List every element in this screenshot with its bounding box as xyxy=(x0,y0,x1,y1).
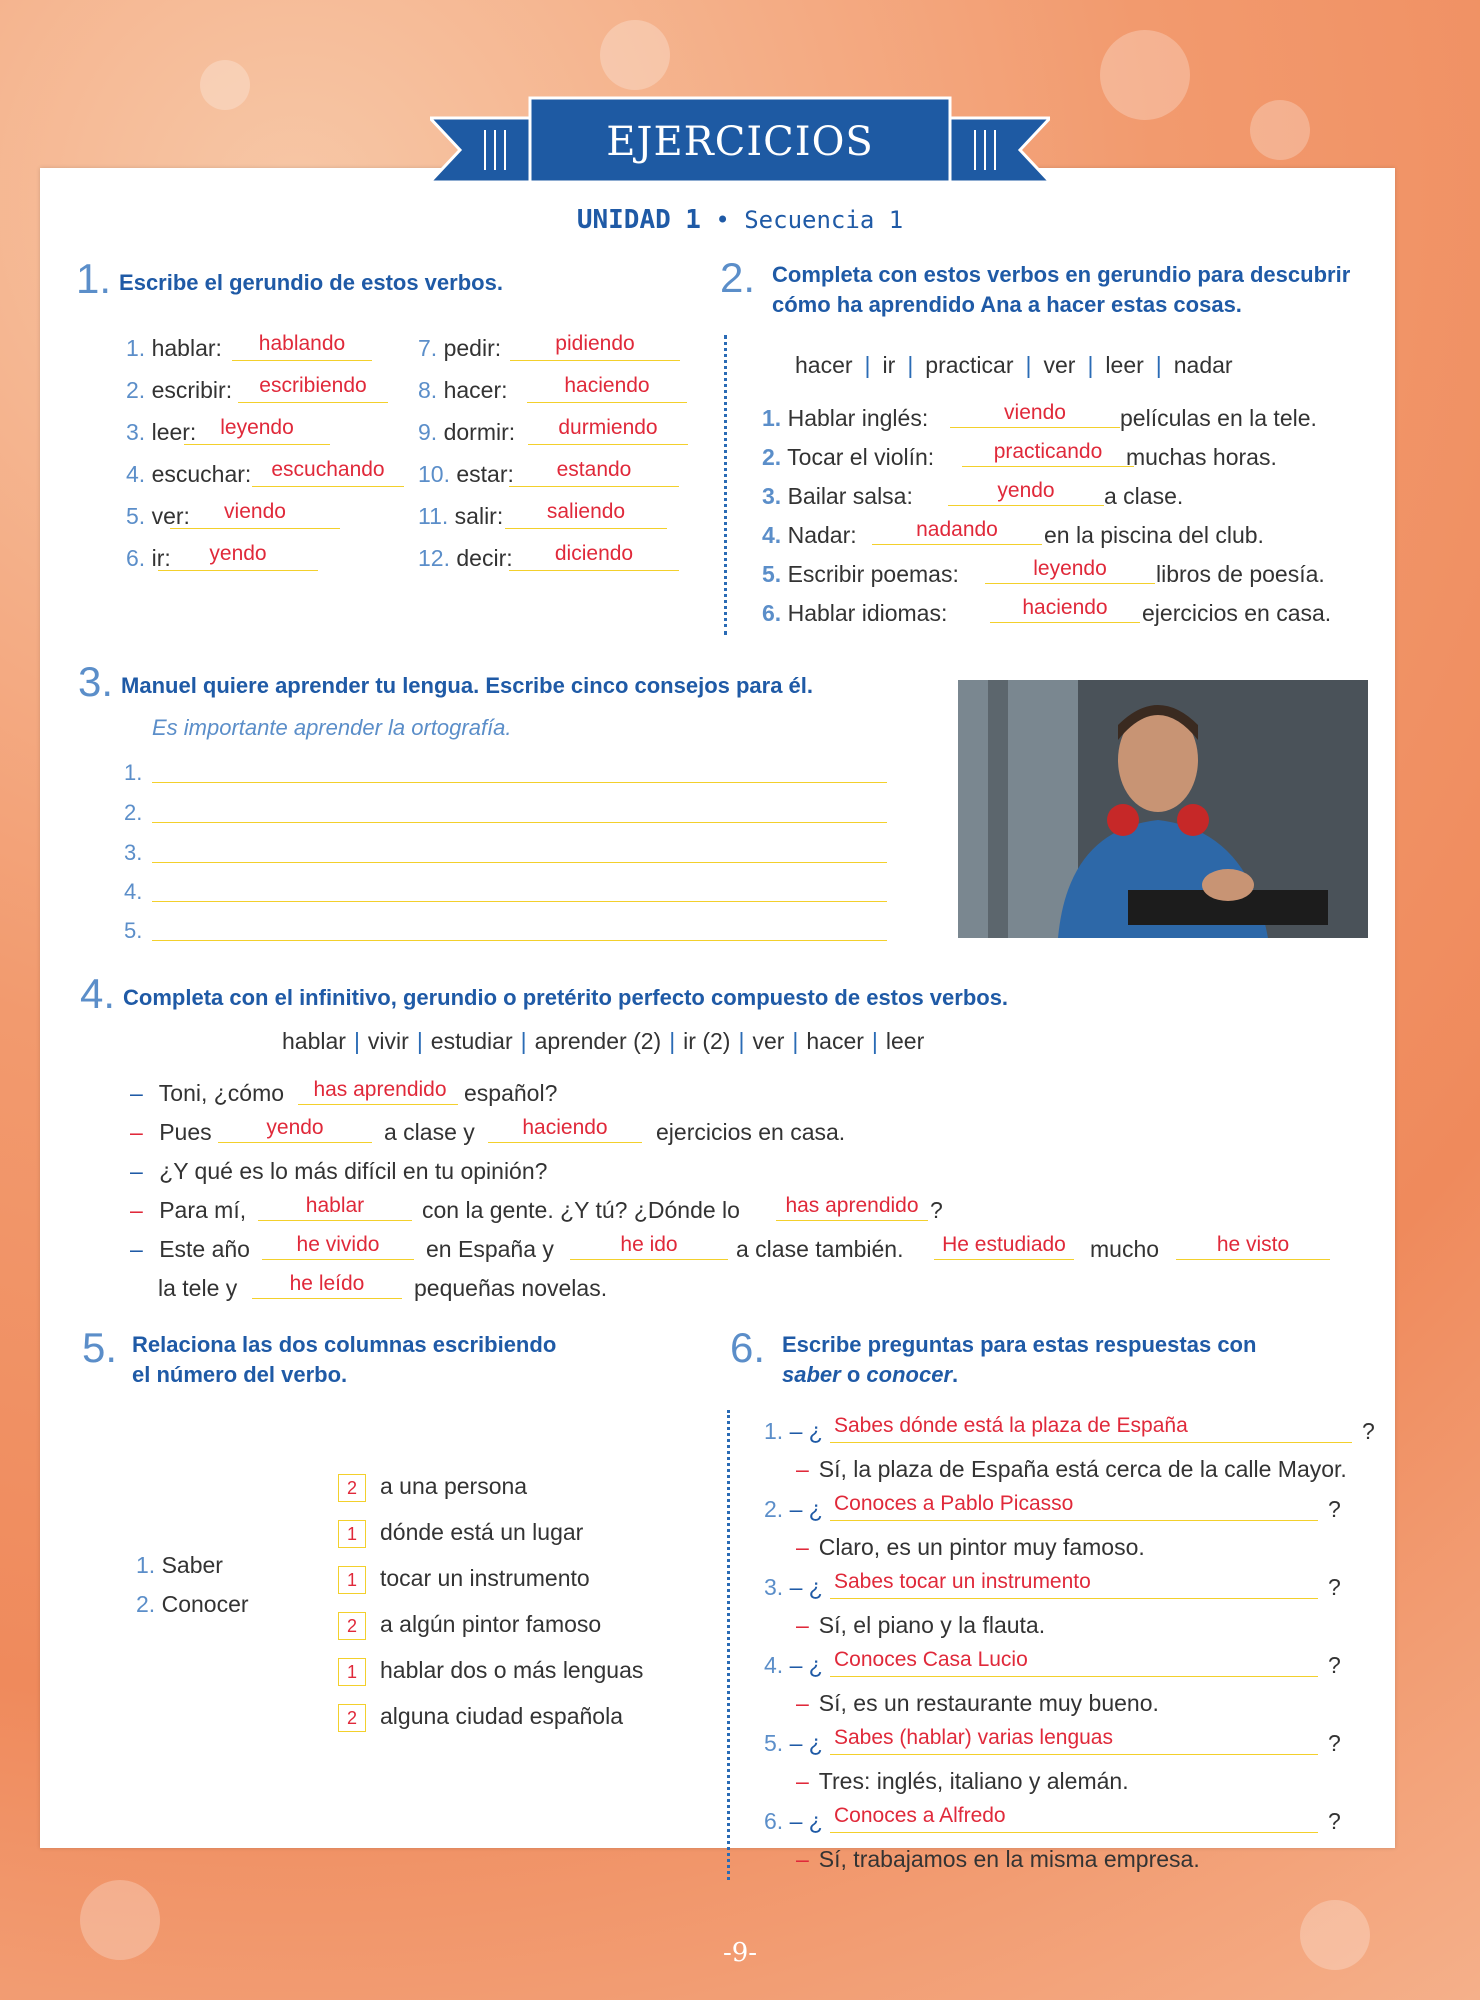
phrase: hablar dos o más lenguas xyxy=(380,1657,644,1683)
separator: | xyxy=(353,1028,360,1054)
phrase: dónde está un lugar xyxy=(380,1519,584,1545)
answer-line xyxy=(170,528,340,529)
answer: he leído xyxy=(289,1272,365,1295)
exercise-6-heading xyxy=(730,1324,1410,1390)
sequence-label: Secuencia 1 xyxy=(744,206,904,234)
item-number: 5. xyxy=(126,503,146,529)
item-number: 10. xyxy=(418,461,450,487)
sentence-end: películas en la tele. xyxy=(1120,405,1317,431)
response-text: Sí, es un restaurante muy bueno. xyxy=(818,1690,1159,1716)
writing-line[interactable] xyxy=(152,940,887,941)
answer-box[interactable]: 1 xyxy=(338,1520,366,1548)
bank-word: vivir xyxy=(367,1028,409,1054)
answer: practicando xyxy=(993,440,1103,463)
item-number: 3. xyxy=(762,483,782,509)
question-item xyxy=(764,1574,823,1601)
item-number: 1. xyxy=(136,1552,156,1578)
answer-line xyxy=(830,1676,1318,1677)
writing-line[interactable] xyxy=(152,862,887,863)
item-number: 4. xyxy=(126,461,146,487)
question-close: ? xyxy=(1328,1652,1341,1678)
writing-line[interactable] xyxy=(152,782,887,783)
answer-line xyxy=(830,1832,1318,1833)
item-number: 2. xyxy=(764,1496,784,1522)
background-dot xyxy=(80,1880,160,1960)
gerund-item xyxy=(126,419,196,446)
exercise-number: 3. xyxy=(78,658,114,705)
answer-line xyxy=(232,360,372,361)
dialogue-line-2: – Pues xyxy=(130,1119,212,1145)
exercise-title-line: Relaciona las dos columnas escribiendo xyxy=(132,1332,557,1357)
item-number: 5. xyxy=(764,1730,784,1756)
answer-line xyxy=(509,570,679,571)
verb-label: Saber xyxy=(161,1552,223,1578)
unit-heading xyxy=(0,205,1480,235)
dash: – xyxy=(796,1456,809,1482)
background-dot xyxy=(1250,100,1310,160)
line-number: 4. xyxy=(124,879,143,904)
word-bank xyxy=(282,1028,924,1055)
exercise-title: Completa con el infinitivo, gerundio o pretérito perfecto compuesto de estos verbos. xyxy=(123,985,1009,1010)
response-text: Tres: inglés, italiano y alemán. xyxy=(818,1768,1129,1794)
verb-label: escuchar: xyxy=(151,461,252,487)
sentence-item xyxy=(762,444,934,471)
answer: hablando xyxy=(258,332,346,355)
gerund-item xyxy=(126,461,251,488)
answer: viendo xyxy=(1004,401,1066,424)
answer: pidiendo xyxy=(555,332,635,355)
exercise-number: 5. xyxy=(82,1324,118,1371)
answer: diciendo xyxy=(554,542,634,565)
verb-label: hacer: xyxy=(443,377,508,403)
banner-title: EJERCICIOS xyxy=(606,119,874,165)
unit-label: UNIDAD xyxy=(576,205,671,235)
answer-box[interactable]: 2 xyxy=(338,1704,366,1732)
background-dot xyxy=(600,20,670,90)
answer-line xyxy=(830,1442,1352,1443)
verb-label: ir: xyxy=(151,545,171,571)
answer: saliendo xyxy=(546,500,626,523)
dash: – xyxy=(796,1534,809,1560)
dialogue-line-3: – ¿Y qué es lo más difícil en tu opinión? xyxy=(130,1158,548,1184)
page-number: -9- xyxy=(722,1938,758,1968)
answer-line xyxy=(252,486,404,487)
item-number: 3. xyxy=(126,419,146,445)
bank-word: leer xyxy=(885,1028,925,1054)
phrase: tocar un instrumento xyxy=(380,1565,590,1591)
answer-line xyxy=(505,528,667,529)
separator: | xyxy=(907,352,914,378)
dash: – xyxy=(796,1768,809,1794)
response xyxy=(796,1690,1159,1717)
gerund-item xyxy=(418,377,508,404)
answer-line xyxy=(948,505,1104,506)
response xyxy=(796,1534,1145,1561)
question-open: – ¿ xyxy=(789,1574,823,1600)
question-close: ? xyxy=(1328,1808,1341,1834)
item-number: 12. xyxy=(418,545,450,571)
verb-label: hablar: xyxy=(151,335,222,361)
line-number: 5. xyxy=(124,918,143,943)
verb-label: decir: xyxy=(456,545,513,571)
answer-line xyxy=(158,570,318,571)
gerund-item xyxy=(126,335,222,362)
answer: leyendo xyxy=(220,416,294,439)
match-item xyxy=(338,1703,623,1732)
answer: durmiendo xyxy=(558,416,658,439)
separator: | xyxy=(1087,352,1094,378)
verb-label: ver: xyxy=(151,503,190,529)
dialogue-line-5: – Este año xyxy=(130,1236,250,1262)
answer-line xyxy=(962,466,1134,467)
sentence-end: ejercicios en casa. xyxy=(1142,600,1332,626)
exercise-title: Escribe el gerundio de estos verbos. xyxy=(119,270,503,295)
question-close: ? xyxy=(1328,1496,1341,1522)
response xyxy=(796,1768,1129,1795)
sentence-start: Tocar el violín: xyxy=(787,444,935,470)
answer: yendo xyxy=(997,479,1055,502)
line-number: 1. xyxy=(124,760,143,785)
question-open: – ¿ xyxy=(789,1652,823,1678)
title-banner xyxy=(430,90,1050,200)
answer: yendo xyxy=(266,1116,324,1139)
question-item xyxy=(764,1496,823,1523)
background-dot xyxy=(1300,1900,1370,1970)
sentence-start: Nadar: xyxy=(787,522,857,548)
bank-word: ver xyxy=(752,1028,785,1054)
exercise-title: Manuel quiere aprender tu lengua. Escribe cinco consejos para él. xyxy=(121,673,814,698)
item-number: 7. xyxy=(418,335,438,361)
bank-word: ver xyxy=(1043,352,1076,378)
bank-word: ir xyxy=(882,352,896,378)
item-number: 4. xyxy=(762,522,782,548)
answer: Sabes tocar un instrumento xyxy=(834,1570,1091,1593)
column-divider xyxy=(727,1410,730,1880)
exercise-number: 2. xyxy=(720,254,756,301)
question-item xyxy=(764,1652,823,1679)
separator: | xyxy=(1155,352,1162,378)
column-divider xyxy=(724,335,727,635)
exercise-title-line: Escribe preguntas para estas respuestas con xyxy=(782,1332,1257,1357)
response xyxy=(796,1456,1347,1483)
item-number: 1. xyxy=(764,1418,784,1444)
answer: he ido xyxy=(620,1233,678,1256)
dialogue-text: español? xyxy=(464,1080,558,1106)
writing-line[interactable] xyxy=(152,822,887,823)
answer: Conoces a Pablo Picasso xyxy=(834,1492,1074,1515)
line-number: 3. xyxy=(124,840,143,865)
answer: haciendo xyxy=(564,374,650,397)
exercise-1-heading xyxy=(76,255,503,303)
answer-box[interactable]: 2 xyxy=(338,1474,366,1502)
verb-label: escribir: xyxy=(151,377,233,403)
question-open: – ¿ xyxy=(789,1496,823,1522)
word-bank xyxy=(795,352,1233,379)
match-item xyxy=(338,1611,601,1640)
answer: nadando xyxy=(916,518,998,541)
item-number: 6. xyxy=(764,1808,784,1834)
exercise-2-heading xyxy=(720,254,1410,320)
answer: escribiendo xyxy=(259,374,367,397)
man-studying-image xyxy=(958,680,1368,938)
sentence-end: a clase. xyxy=(1104,483,1184,509)
answer: he visto xyxy=(1216,1233,1290,1256)
dialogue-text: ? xyxy=(930,1197,943,1223)
bank-word: ir (2) xyxy=(683,1028,731,1054)
question-item xyxy=(764,1730,823,1757)
question-open: – ¿ xyxy=(789,1418,823,1444)
sentence-item xyxy=(762,405,928,432)
separator: | xyxy=(864,352,871,378)
separator: | xyxy=(738,1028,745,1054)
bank-word: estudiar xyxy=(430,1028,513,1054)
dialogue-text: pequeñas novelas. xyxy=(414,1275,608,1301)
response-text: Sí, trabajamos en la misma empresa. xyxy=(818,1846,1200,1872)
dialogue-text: en España y xyxy=(426,1236,554,1262)
item-number: 11. xyxy=(418,503,449,529)
separator: | xyxy=(520,1028,527,1054)
answer: has aprendido xyxy=(785,1194,919,1217)
exercise-title-line: el número del verbo. xyxy=(132,1362,348,1387)
answer: Sabes dónde está la plaza de España xyxy=(834,1414,1188,1437)
sentence-item xyxy=(762,522,857,549)
dialogue-text: ejercicios en casa. xyxy=(656,1119,846,1145)
answer: estando xyxy=(556,458,632,481)
response xyxy=(796,1846,1200,1873)
verb-option xyxy=(136,1591,249,1618)
separator: | xyxy=(669,1028,676,1054)
verb-label: salir: xyxy=(454,503,504,529)
answer: viendo xyxy=(224,500,286,523)
question-item xyxy=(764,1418,823,1445)
gerund-item xyxy=(126,545,171,572)
sentence-item xyxy=(762,561,959,588)
item-number: 1. xyxy=(762,405,782,431)
verb-label: dormir: xyxy=(443,419,516,445)
sentence-start: Escribir poemas: xyxy=(787,561,959,587)
gerund-item xyxy=(418,419,515,446)
answer-line xyxy=(830,1598,1318,1599)
separator: | xyxy=(1025,352,1032,378)
answer-line xyxy=(527,402,687,403)
phrase: a una persona xyxy=(380,1473,528,1499)
dash: – xyxy=(796,1846,809,1872)
item-number: 4. xyxy=(764,1652,784,1678)
answer: hablar xyxy=(305,1194,365,1217)
verb-label: estar: xyxy=(456,461,514,487)
separator: | xyxy=(416,1028,423,1054)
exercise-number: 6. xyxy=(730,1324,766,1371)
dialogue-text: mucho xyxy=(1090,1236,1160,1262)
answer: leyendo xyxy=(1033,557,1107,580)
answer: escuchando xyxy=(271,458,385,481)
item-number: 8. xyxy=(418,377,438,403)
dialogue-text: a clase y xyxy=(384,1119,475,1145)
answer-line xyxy=(528,444,688,445)
answer: Conoces Casa Lucio xyxy=(834,1648,1028,1671)
item-number: 2. xyxy=(126,377,146,403)
exercise-title-line-2: saber o conocer. xyxy=(782,1362,959,1387)
answer-box[interactable]: 2 xyxy=(338,1612,366,1640)
exercise-3-heading xyxy=(78,658,813,706)
verb-label: Conocer xyxy=(161,1591,249,1617)
response-text: Sí, la plaza de España está cerca de la calle Mayor. xyxy=(818,1456,1347,1482)
question-open: – ¿ xyxy=(789,1730,823,1756)
verb-label: leer: xyxy=(151,419,197,445)
background-dot xyxy=(1100,30,1190,120)
item-number: 9. xyxy=(418,419,438,445)
answer: He estudiado xyxy=(942,1233,1066,1256)
answer-line xyxy=(509,486,679,487)
response-text: Sí, el piano y la flauta. xyxy=(818,1612,1046,1638)
question-close: ? xyxy=(1328,1730,1341,1756)
question-close: ? xyxy=(1328,1574,1341,1600)
item-number: 6. xyxy=(762,600,782,626)
exercise-number: 1. xyxy=(76,255,112,302)
phrase: a algún pintor famoso xyxy=(380,1611,602,1637)
exercise-title-line: cómo ha aprendido Ana a hacer estas cosas. xyxy=(772,292,1242,317)
separator: | xyxy=(792,1028,799,1054)
gerund-item xyxy=(418,503,503,530)
answer-line xyxy=(990,622,1140,623)
match-item xyxy=(338,1519,583,1548)
dialogue-line-4: – Para mí, xyxy=(130,1197,247,1223)
match-item xyxy=(338,1657,643,1686)
answer: haciendo xyxy=(522,1116,608,1139)
unit-number: 1 xyxy=(685,205,701,235)
student-photo xyxy=(958,680,1368,938)
item-number: 1. xyxy=(126,335,146,361)
sentence-end: muchas horas. xyxy=(1126,444,1277,470)
answer-line xyxy=(830,1754,1318,1755)
writing-line[interactable] xyxy=(152,901,887,902)
gerund-item xyxy=(126,377,232,404)
item-number: 2. xyxy=(136,1591,156,1617)
verb-option xyxy=(136,1552,223,1579)
item-number: 3. xyxy=(764,1574,784,1600)
example-sentence: Es importante aprender la ortografía. xyxy=(152,715,512,740)
background-dot xyxy=(200,60,250,110)
sentence-start: Hablar inglés: xyxy=(787,405,929,431)
exercise-5-heading xyxy=(82,1324,642,1390)
exercise-title-line: Completa con estos verbos en gerundio para descubrir xyxy=(772,262,1351,287)
answer-line xyxy=(830,1520,1318,1521)
bank-word: hablar xyxy=(282,1028,346,1054)
gerund-item xyxy=(418,545,513,572)
answer: Sabes (hablar) varias lenguas xyxy=(834,1726,1113,1749)
line-number: 2. xyxy=(124,800,143,825)
answer: yendo xyxy=(209,542,267,565)
bank-word: practicar xyxy=(925,352,1014,378)
answer: he vivido xyxy=(296,1233,380,1256)
item-number: 6. xyxy=(126,545,146,571)
sentence-start: Hablar idiomas: xyxy=(787,600,948,626)
item-number: 2. xyxy=(762,444,782,470)
response-text: Claro, es un pintor muy famoso. xyxy=(818,1534,1145,1560)
dash: – xyxy=(796,1612,809,1638)
bullet: • xyxy=(715,206,730,234)
answer-line xyxy=(872,544,1042,545)
dialogue-text: con la gente. ¿Y tú? ¿Dónde lo xyxy=(422,1197,740,1223)
question-open: – ¿ xyxy=(789,1808,823,1834)
exercise-number: 4. xyxy=(80,970,116,1017)
match-item xyxy=(338,1565,590,1594)
answer-line xyxy=(184,444,330,445)
bank-word: hacer xyxy=(795,352,853,378)
sentence-item xyxy=(762,483,913,510)
bank-word: leer xyxy=(1105,352,1144,378)
response xyxy=(796,1612,1045,1639)
answer-line xyxy=(510,360,680,361)
sentence-item xyxy=(762,600,947,627)
dash: – xyxy=(796,1690,809,1716)
answer-line xyxy=(985,583,1155,584)
bank-word: aprender (2) xyxy=(534,1028,662,1054)
separator: | xyxy=(871,1028,878,1054)
sentence-start: Bailar salsa: xyxy=(787,483,913,509)
answer-box[interactable]: 1 xyxy=(338,1566,366,1594)
verb-label: pedir: xyxy=(443,335,502,361)
bank-word: hacer xyxy=(806,1028,864,1054)
match-item xyxy=(338,1473,527,1502)
answer: haciendo xyxy=(1022,596,1108,619)
gerund-item xyxy=(418,461,514,488)
dialogue-line-6: la tele y xyxy=(158,1275,238,1301)
answer-line xyxy=(238,402,388,403)
answer: has aprendido xyxy=(313,1078,447,1101)
exercise-4-heading xyxy=(80,970,1008,1018)
question-close: ? xyxy=(1362,1418,1375,1444)
bank-word: nadar xyxy=(1173,352,1233,378)
dialogue-text: a clase también. xyxy=(736,1236,904,1262)
answer: Conoces a Alfredo xyxy=(834,1804,1006,1827)
sentence-end: libros de poesía. xyxy=(1156,561,1325,587)
sentence-end: en la piscina del club. xyxy=(1044,522,1264,548)
answer-box[interactable]: 1 xyxy=(338,1658,366,1686)
answer-line xyxy=(950,427,1120,428)
gerund-item xyxy=(418,335,501,362)
phrase: alguna ciudad española xyxy=(380,1703,623,1729)
dialogue-line-1: – Toni, ¿cómo xyxy=(130,1080,285,1106)
question-item xyxy=(764,1808,823,1835)
item-number: 5. xyxy=(762,561,782,587)
